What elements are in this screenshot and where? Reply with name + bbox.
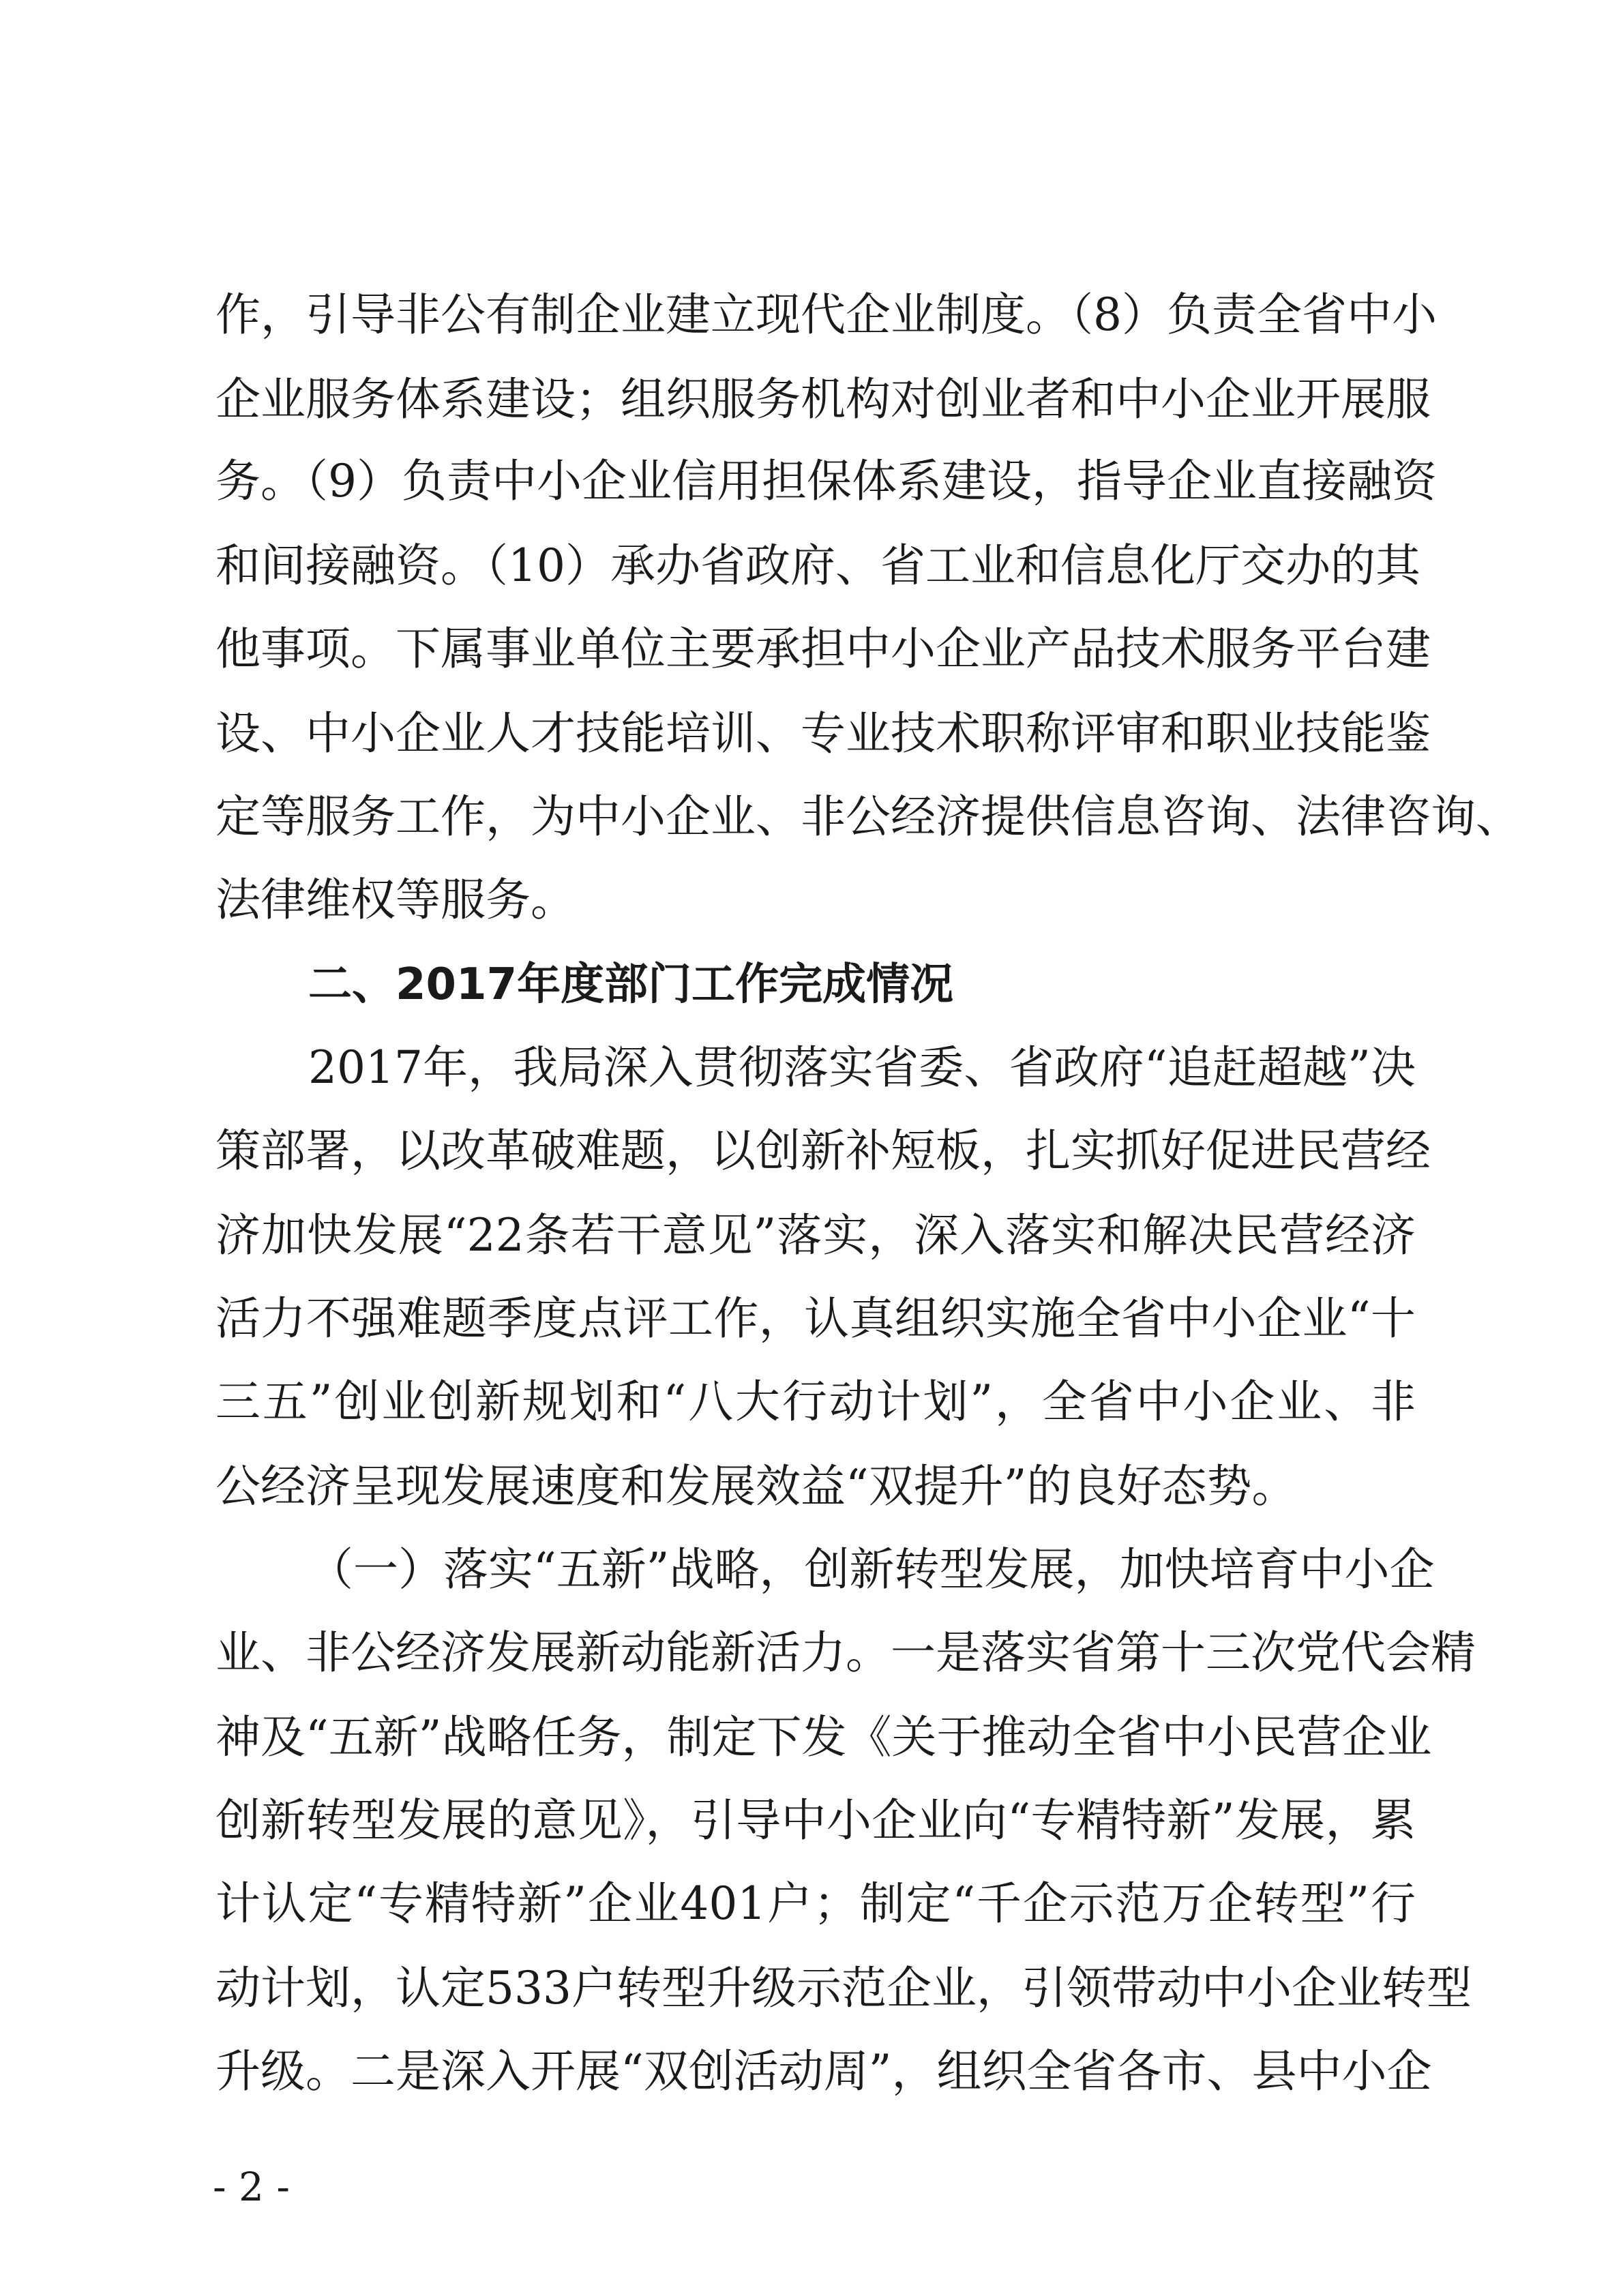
paragraph-line: 三五”创业创新规划和“八大行动计划”，全省中小企业、非 bbox=[215, 1375, 1416, 1428]
page-number: - 2 - bbox=[213, 2164, 290, 2210]
paragraph-line: （一）落实“五新”战略，创新转型发展，加快培育中小企 bbox=[308, 1543, 1435, 1596]
paragraph-line: 企业服务体系建设；组织服务机构对创业者和中小企业开展服 bbox=[215, 373, 1431, 426]
section-heading: 二、2017年度部门工作完成情况 bbox=[308, 959, 954, 1010]
paragraph-line: 定等服务工作，为中小企业、非公经济提供信息咨询、法律咨询、 bbox=[215, 790, 1521, 843]
paragraph-line: 计认定“专精特新”企业401户；制定“千企示范万企转型”行 bbox=[215, 1877, 1416, 1930]
paragraph-line: 活力不强难题季度点评工作，认真组织实施全省中小企业“十 bbox=[215, 1292, 1416, 1345]
paragraph-line: 神及“五新”战略任务，制定下发《关于推动全省中小民营企业 bbox=[215, 1711, 1432, 1763]
paragraph-line: 务。（9）负责中小企业信用担保体系建设，指导企业直接融资 bbox=[215, 455, 1437, 507]
paragraph-line: 创新转型发展的意见》，引导中小企业向“专精特新”发展，累 bbox=[215, 1794, 1416, 1847]
paragraph-line: 和间接融资。（10）承办省政府、省工业和信息化厅交办的其 bbox=[215, 539, 1420, 592]
paragraph-line: 法律维权等服务。 bbox=[215, 874, 576, 926]
paragraph-line: 策部署，以改革破难题，以创新补短板，扎实抓好促进民营经 bbox=[215, 1124, 1431, 1177]
paragraph-line: 设、中小企业人才技能培训、专业技术职称评审和职业技能鉴 bbox=[215, 707, 1431, 760]
paragraph-line: 2017年，我局深入贯彻落实省委、省政府“追赶超越”决 bbox=[308, 1041, 1416, 1094]
paragraph-line: 动计划，认定533户转型升级示范企业，引领带动中小企业转型 bbox=[215, 1962, 1472, 2014]
paragraph-line: 升级。二是深入开展“双创活动周”，组织全省各市、县中小企 bbox=[215, 2045, 1432, 2098]
paragraph-line: 业、非公经济发展新动能新活力。一是落实省第十三次党代会精 bbox=[215, 1626, 1476, 1679]
paragraph-line: 公经济呈现发展速度和发展效益“双提升”的良好态势。 bbox=[215, 1460, 1297, 1512]
paragraph-line: 他事项。下属事业单位主要承担中小企业产品技术服务平台建 bbox=[215, 623, 1431, 675]
paragraph-line: 作，引导非公有制企业建立现代企业制度。（8）负责全省中小 bbox=[215, 288, 1437, 341]
paragraph-line: 济加快发展“22条若干意见”落实，深入落实和解决民营经济 bbox=[215, 1209, 1416, 1262]
